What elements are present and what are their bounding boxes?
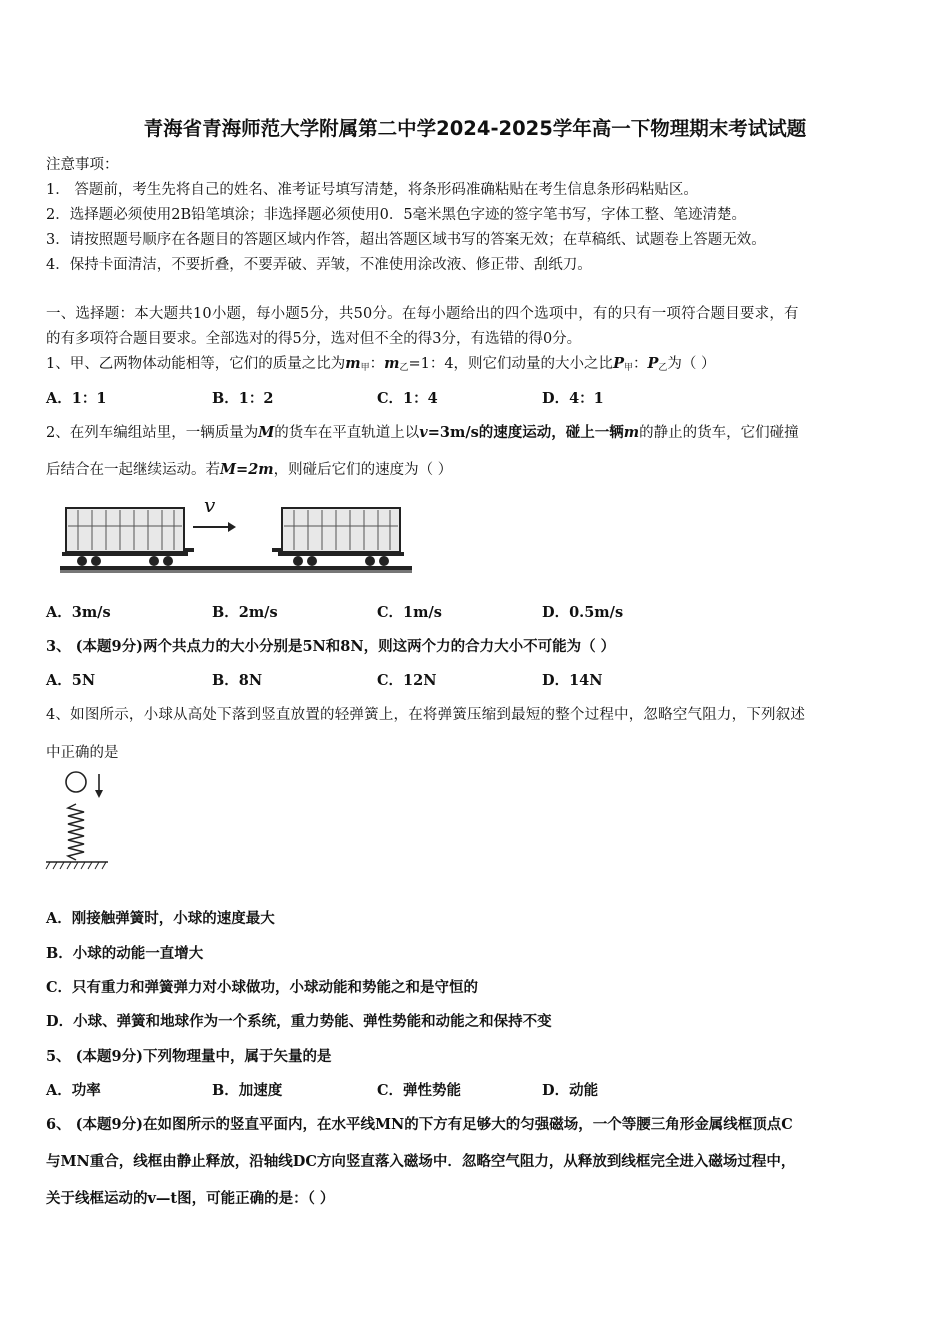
notice-item-1: 1． 答题前，考生先将自己的姓名、准考证号填写清楚，将条形码准确粘贴在考生信息条形码粘贴区。 xyxy=(46,182,698,198)
notice-item-3: 3．请按照题号顺序在各题目的答题区域内作答，超出答题区域书写的答案无效；在草稿纸、试题卷上答题无效。 xyxy=(46,232,766,248)
q5-option-a[interactable]: A．功率 xyxy=(46,1082,101,1099)
ball-spring-figure xyxy=(44,770,114,874)
notice-item-4: 4．保持卡面清洁，不要折叠，不要弄破、弄皱，不准使用涂改液、修正带、刮纸刀。 xyxy=(46,257,592,273)
q2-l2a: 后结合在一起继续运动。若 xyxy=(46,462,220,478)
ball xyxy=(66,772,86,792)
question-2-line-1 xyxy=(46,421,799,442)
right-freight-car xyxy=(272,508,404,566)
q2-M: M xyxy=(258,424,275,441)
q1-p-jia: P xyxy=(613,355,624,372)
train-cars-figure xyxy=(58,490,418,578)
q1-p-sub-yi: 乙 xyxy=(658,363,668,373)
q2-l1b: 的货车在平直轨道上以 xyxy=(274,425,420,441)
q1-m-jia: m xyxy=(345,355,361,372)
q5-option-c[interactable]: C．弹性势能 xyxy=(377,1082,462,1099)
question-4-line-1: 4、如图所示，小球从高处下落到竖直放置的轻弹簧上，在将弹簧压缩到最短的整个过程中，忽略空气阻力，下列叙述 xyxy=(46,707,806,723)
question-2-line-2 xyxy=(46,458,452,479)
q1-option-a[interactable]: A．1：1 xyxy=(46,390,107,407)
q1-prefix: 1、甲、乙两物体动能相等，它们的质量之比为 xyxy=(46,356,346,372)
section-intro-line-1: 一、选择题：本大题共10小题，每小题5分，共50分。在每小题给出的四个选项中，有的只有一项符合题目要求，有 xyxy=(46,306,799,322)
q1-sub-yi: 乙 xyxy=(399,363,409,373)
ground xyxy=(46,862,108,869)
q2-l1d: 的静止的货车，它们碰撞 xyxy=(639,425,799,441)
question-6-line-2: 与MN重合，线框由静止释放，沿轴线DC方向竖直落入磁场中．忽略空气阻力，从释放到线框完全进入磁场过程中， xyxy=(46,1153,796,1170)
q1-option-c[interactable]: C．1：4 xyxy=(377,390,438,407)
q4-option-d[interactable]: D．小球、弹簧和地球作为一个系统，重力势能、弹性势能和动能之和保持不变 xyxy=(46,1013,552,1030)
q1-m-yi: m xyxy=(384,355,400,372)
question-4-line-2: 中正确的是 xyxy=(46,745,119,761)
rail-track xyxy=(60,566,412,573)
q2-cond: M=2m xyxy=(220,461,274,478)
q1-colon: ： xyxy=(369,356,385,372)
question-6-line-1: 6、 (本题9分)在如图所示的竖直平面内，在水平线MN的下方有足够大的匀强磁场，一个等腰三角形金属线框顶点C xyxy=(46,1116,793,1133)
q1-p-sub-jia: 甲 xyxy=(623,363,633,373)
q4-option-b[interactable]: B．小球的动能一直增大 xyxy=(46,945,204,962)
q1-p-yi: P xyxy=(647,355,659,372)
spring xyxy=(68,804,84,860)
section-intro-line-2: 的有多项符合题目要求。全部选对的得5分，选对但不全的得3分，有选错的得0分。 xyxy=(46,331,582,347)
q1-option-b[interactable]: B．1：2 xyxy=(212,390,274,407)
question-1-stem xyxy=(46,352,716,373)
q1-colon-2: ： xyxy=(632,356,648,372)
q5-option-b[interactable]: B．加速度 xyxy=(212,1082,283,1099)
q3-option-b[interactable]: B．8N xyxy=(212,672,263,689)
notice-heading: 注意事项： xyxy=(46,157,119,173)
q1-option-d[interactable]: D．4：1 xyxy=(542,390,604,407)
q2-option-d[interactable]: D．0.5m/s xyxy=(542,604,624,621)
q5-option-d[interactable]: D．动能 xyxy=(542,1082,599,1099)
left-freight-car xyxy=(62,508,194,566)
q2-l1c: =3m/s的速度运动，碰上一辆 xyxy=(427,424,624,441)
q2-v: v xyxy=(419,424,428,441)
q1-ratio: =1：4，则它们动量的大小之比 xyxy=(408,356,614,372)
q3-option-a[interactable]: A．5N xyxy=(46,672,96,689)
q2-m: m xyxy=(623,424,640,441)
q2-l1a: 2、在列车编组站里，一辆质量为 xyxy=(46,425,259,441)
q2-option-c[interactable]: C．1m/s xyxy=(377,604,442,621)
velocity-label: v xyxy=(204,493,216,517)
velocity-arrow xyxy=(193,522,236,532)
exam-title: 青海省青海师范大学附属第二中学2024-2025学年高一下物理期末考试试题 xyxy=(143,117,807,140)
q3-option-c[interactable]: C．12N xyxy=(377,672,437,689)
notice-item-2: 2．选择题必须使用2B铅笔填涂；非选择题必须使用0．5毫米黑色字迹的签字笔书写，字体工整、笔迹清楚。 xyxy=(46,207,747,223)
q2-option-a[interactable]: A．3m/s xyxy=(46,604,111,621)
q2-option-b[interactable]: B．2m/s xyxy=(212,604,278,621)
question-3-stem: 3、 (本题9分)两个共点力的大小分别是5N和8N，则这两个力的合力大小不可能为（ ） xyxy=(46,638,616,655)
q2-l2b: ，则碰后它们的速度为（ ） xyxy=(273,462,453,478)
q4-option-a[interactable]: A．刚接触弹簧时，小球的速度最大 xyxy=(46,910,275,927)
question-6-line-3: 关于线框运动的v—t图，可能正确的是：（ ） xyxy=(46,1190,335,1207)
q3-option-d[interactable]: D．14N xyxy=(542,672,603,689)
q1-sub-jia: 甲 xyxy=(360,363,370,373)
q4-option-c[interactable]: C．只有重力和弹簧弹力对小球做功，小球动能和势能之和是守恒的 xyxy=(46,979,479,996)
q1-end: 为（ ） xyxy=(667,356,716,372)
falling-arrow xyxy=(95,774,103,798)
question-5-stem: 5、 (本题9分)下列物理量中，属于矢量的是 xyxy=(46,1048,332,1065)
